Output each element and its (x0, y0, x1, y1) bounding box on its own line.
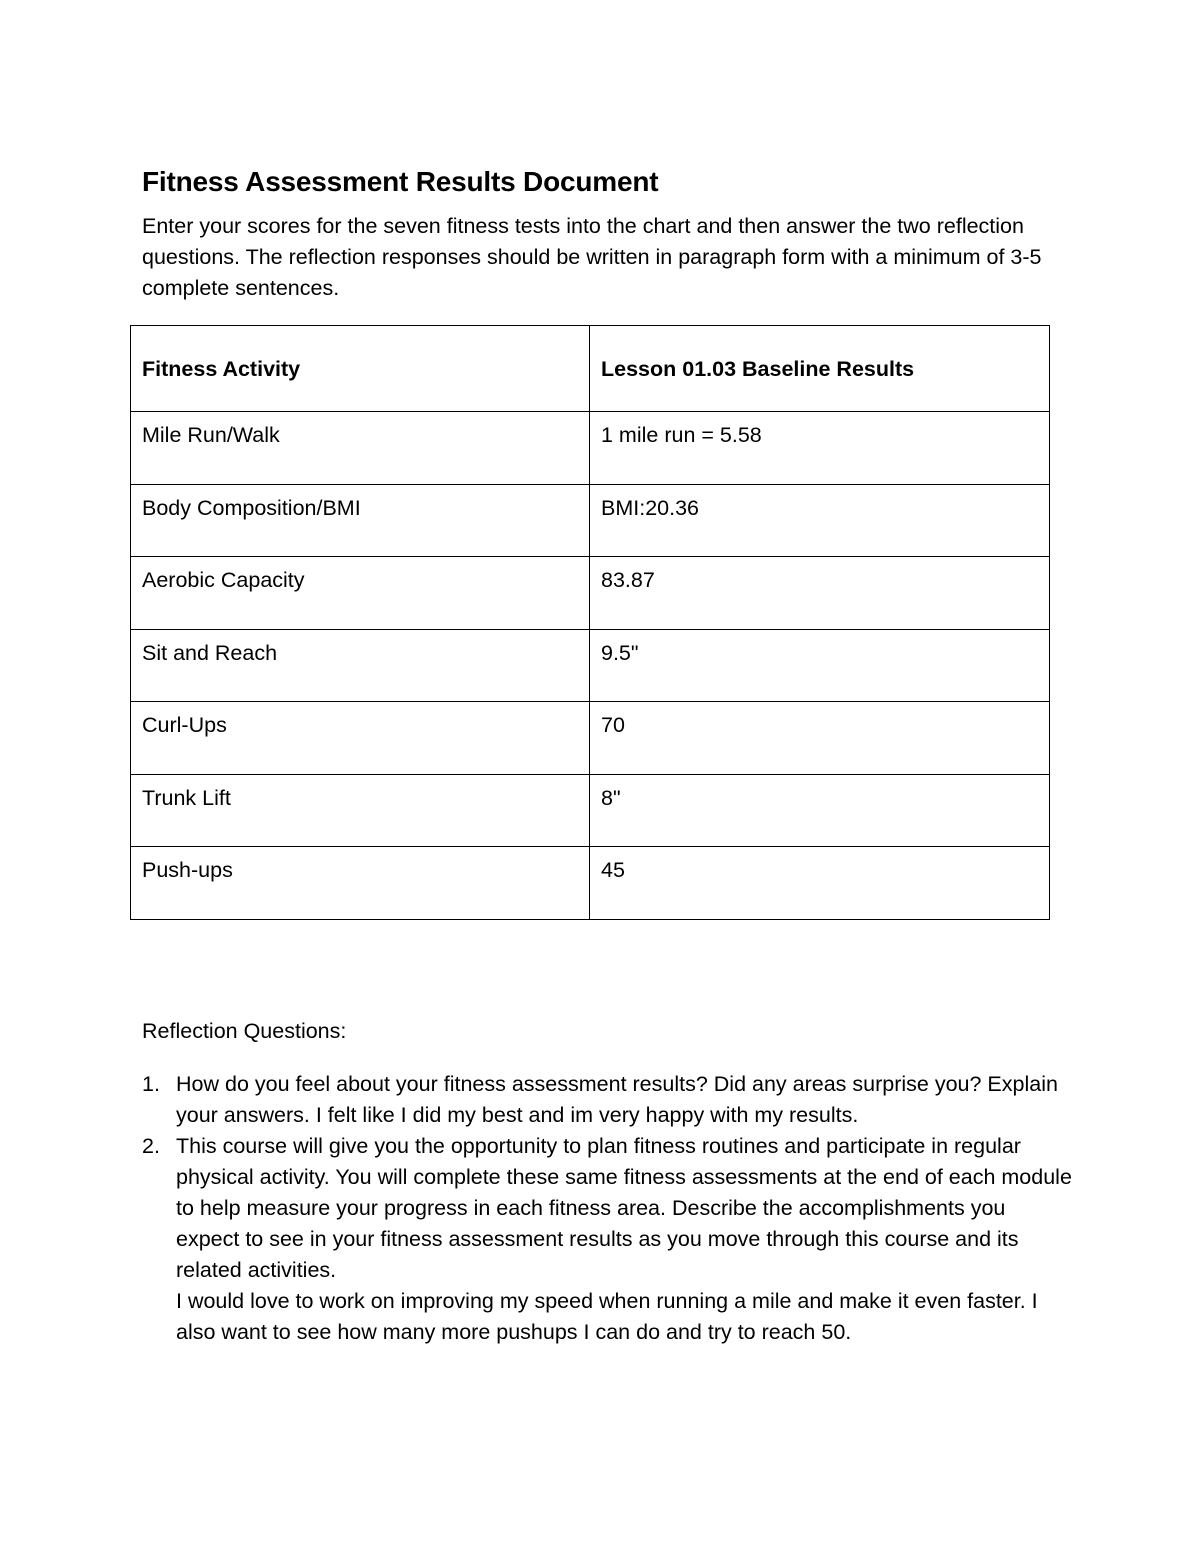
header-fitness-activity: Fitness Activity (131, 326, 590, 412)
question-text: How do you feel about your fitness assessment results? Did any areas surprise you? Explain your answers. (176, 1072, 1058, 1127)
table-header-row (131, 326, 1050, 412)
result-cell[interactable]: 70 (590, 702, 1050, 775)
activity-cell[interactable]: Mile Run/Walk (131, 412, 590, 485)
intro-paragraph: Enter your scores for the seven fitness tests into the chart and then answer the two reflection questions. The reflection responses should be written in paragraph form with a minimum of 3-5 complete sentences. (142, 214, 1042, 300)
activity-cell[interactable]: Push-ups (131, 847, 590, 920)
table-row (131, 557, 1050, 630)
reflection-heading: Reflection Questions: (142, 1019, 347, 1043)
question-text: This course will give you the opportunity to plan fitness routines and participate in regular physical activity. You will complete these same fitness assessments at the end of each module to help measure your progress in each fitness area. Describe the accomplishments you expect to see in your fitness assessment results as you move through this course and its related activities. (176, 1134, 1072, 1282)
table-row (131, 702, 1050, 775)
activity-cell[interactable]: Curl-Ups (131, 702, 590, 775)
question-number: 2. (142, 1134, 160, 1158)
activity-cell[interactable]: Trunk Lift (131, 774, 590, 847)
document-title: Fitness Assessment Results Document (142, 166, 659, 197)
result-cell[interactable]: 83.87 (590, 557, 1050, 630)
table-row (131, 774, 1050, 847)
activity-cell[interactable]: Sit and Reach (131, 629, 590, 702)
table-row (131, 847, 1050, 920)
activity-cell[interactable]: Aerobic Capacity (131, 557, 590, 630)
result-cell[interactable]: 45 (590, 847, 1050, 920)
question-answer[interactable]: I would love to work on improving my speed when running a mile and make it even faster. I also want to see how many more pushups I can do and try to reach 50. (176, 1289, 1038, 1344)
table-row (131, 412, 1050, 485)
activity-cell[interactable]: Body Composition/BMI (131, 484, 590, 557)
list-item (142, 1131, 1072, 1348)
result-cell[interactable]: 9.5" (590, 629, 1050, 702)
results-table (130, 325, 1050, 920)
result-cell[interactable]: BMI:20.36 (590, 484, 1050, 557)
table-row (131, 629, 1050, 702)
header-baseline-results: Lesson 01.03 Baseline Results (590, 326, 1050, 412)
question-answer[interactable]: I felt like I did my best and im very happy with my results. (315, 1103, 859, 1127)
result-cell[interactable]: 8" (590, 774, 1050, 847)
question-number: 1. (142, 1072, 160, 1096)
list-item (142, 1069, 1072, 1131)
table-row (131, 484, 1050, 557)
result-cell[interactable]: 1 mile run = 5.58 (590, 412, 1050, 485)
reflection-questions-list (142, 1069, 1072, 1348)
